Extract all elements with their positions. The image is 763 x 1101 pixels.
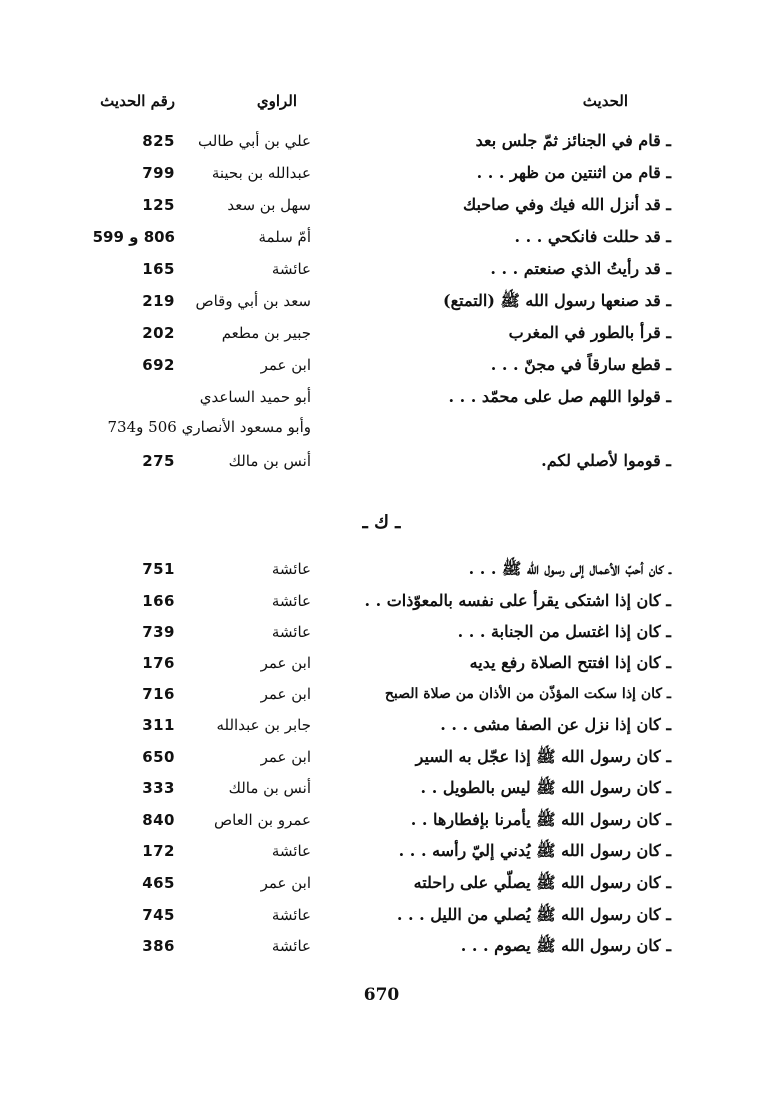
table-row	[0, 160, 763, 188]
narrator-name: ابن عمر	[260, 874, 311, 892]
hadith-text: ـ كان إذا سكت المؤذّن من الأذان من صلاة الصبح	[384, 686, 671, 702]
table-row	[0, 288, 763, 316]
narrator-name: أبو حميد الساعدي	[199, 388, 311, 406]
hadith-number: 840	[142, 811, 175, 829]
narrator-name: عائشة	[271, 560, 311, 578]
hadith-text: ـ قد أنزل الله فيك وفي صاحبك	[462, 195, 671, 214]
table-row	[0, 588, 763, 616]
hadith-number: 166	[142, 592, 175, 610]
hadith-text: ـ كان رسول الله ﷺ يصلّي على راحلته	[413, 873, 671, 892]
table-row	[0, 807, 763, 835]
header-narrator: الراوي	[256, 92, 297, 110]
table-row	[0, 619, 763, 647]
hadith-text: ـ قد صنعها رسول الله ﷺ (التمتع)	[443, 291, 671, 310]
hadith-number: 692	[142, 356, 175, 374]
narrator-name: ابن عمر	[260, 356, 311, 374]
hadith-text: ـ كان رسول الله ﷺ إذا عجّل به السير	[415, 747, 671, 766]
table-row	[0, 775, 763, 803]
hadith-number: 311	[142, 716, 175, 734]
hadith-text: ـ كان إذا نزل عن الصفا مشى . . .	[440, 715, 671, 734]
table-row	[0, 448, 763, 476]
page-number: 670	[363, 985, 400, 1005]
hadith-text: ـ كان رسول الله ﷺ ليس بالطويل . .	[420, 778, 671, 797]
table-row	[0, 320, 763, 348]
table-header	[0, 88, 763, 116]
table-row	[0, 838, 763, 866]
hadith-number: 125	[142, 196, 175, 214]
hadith-number: 745	[142, 906, 175, 924]
narrator-name: جابر بن عبدالله	[216, 716, 311, 734]
hadith-text: ـ قولوا اللهم صل على محمّد . . .	[448, 387, 671, 406]
table-row	[0, 224, 763, 252]
hadith-number: 333	[142, 779, 175, 797]
narrator-name: عائشة	[271, 623, 311, 641]
narrator-continuation: وأبو مسعود الأنصاري 506 و734	[107, 418, 311, 436]
hadith-number: 806 و 599	[92, 228, 175, 246]
header-number: رقم الحديث	[100, 92, 175, 110]
table-row-continuation	[0, 414, 763, 442]
narrator-name: عائشة	[271, 937, 311, 955]
hadith-number: 219	[142, 292, 175, 310]
narrator-name: جبير بن مطعم	[221, 324, 311, 342]
narrator-name: سعد بن أبي وقاص	[195, 292, 311, 310]
hadith-text: ـ كان رسول الله ﷺ يُدني إليّ رأسه . . .	[398, 841, 671, 860]
hadith-number: 202	[142, 324, 175, 342]
hadith-number: 176	[142, 654, 175, 672]
table-row	[0, 128, 763, 156]
hadith-number: 465	[142, 874, 175, 892]
table-row	[0, 192, 763, 220]
narrator-name: ابن عمر	[260, 654, 311, 672]
hadith-number: 739	[142, 623, 175, 641]
hadith-text: ـ قد رأيتُ الذي صنعتم . . .	[490, 259, 671, 278]
narrator-name: عائشة	[271, 592, 311, 610]
hadith-number: 275	[142, 452, 175, 470]
hadith-text: ـ كان رسول الله ﷺ يُصلي من الليل . . .	[396, 905, 671, 924]
narrator-name: أنس بن مالك	[228, 779, 311, 797]
section-letter-heading: ـ ك ـ	[362, 512, 401, 533]
hadith-text: ـ كان أحبّ الأعمال إلى رسول الله ﷺ . . .	[468, 559, 671, 578]
narrator-name: عمرو بن العاص	[214, 811, 311, 829]
hadith-text: ـ كان إذا اغتسل من الجنابة . . .	[457, 622, 671, 641]
narrator-name: عائشة	[271, 260, 311, 278]
hadith-text: ـ قام في الجنائز ثمّ جلس بعد	[475, 131, 671, 150]
table-row	[0, 744, 763, 772]
narrator-name: سهل بن سعد	[227, 196, 311, 214]
hadith-text: ـ قطع سارقاً في مجنّ . . .	[490, 355, 671, 374]
hadith-text: ـ قد حللت فانكحي . . .	[514, 227, 671, 246]
table-row	[0, 902, 763, 930]
hadith-text: ـ قوموا لأصلي لكم.	[541, 451, 671, 470]
hadith-text: ـ كان رسول الله ﷺ يأمرنا بإفطارها . .	[410, 810, 671, 829]
hadith-number: 825	[142, 132, 175, 150]
hadith-number: 165	[142, 260, 175, 278]
table-row	[0, 384, 763, 412]
hadith-number: 650	[142, 748, 175, 766]
table-row	[0, 556, 763, 584]
hadith-text: ـ قام من اثنتين من ظهر . . .	[476, 163, 671, 182]
narrator-name: عائشة	[271, 906, 311, 924]
table-row	[0, 681, 763, 709]
table-row	[0, 712, 763, 740]
table-row	[0, 256, 763, 284]
table-row	[0, 650, 763, 678]
hadith-number: 716	[142, 685, 175, 703]
narrator-name: عائشة	[271, 842, 311, 860]
hadith-number: 799	[142, 164, 175, 182]
narrator-name: أمّ سلمة	[258, 228, 311, 246]
hadith-text: ـ كان إذا افتتح الصلاة رفع يديه	[469, 653, 671, 672]
hadith-number: 386	[142, 937, 175, 955]
table-row	[0, 933, 763, 961]
table-row	[0, 352, 763, 380]
narrator-name: ابن عمر	[260, 685, 311, 703]
narrator-name: أنس بن مالك	[228, 452, 311, 470]
narrator-name: ابن عمر	[260, 748, 311, 766]
hadith-text: ـ كان رسول الله ﷺ يصوم . . .	[460, 936, 671, 955]
table-row	[0, 870, 763, 898]
narrator-name: علي بن أبي طالب	[198, 132, 311, 150]
hadith-text: ـ كان إذا اشتكى يقرأ على نفسه بالمعوّذات . .	[364, 591, 671, 610]
header-hadith: الحديث	[582, 92, 628, 110]
hadith-text: ـ قرأ بالطور في المغرب	[508, 323, 671, 342]
hadith-number: 751	[142, 560, 175, 578]
narrator-name: عبدالله بن بحينة	[211, 164, 311, 182]
hadith-number: 172	[142, 842, 175, 860]
